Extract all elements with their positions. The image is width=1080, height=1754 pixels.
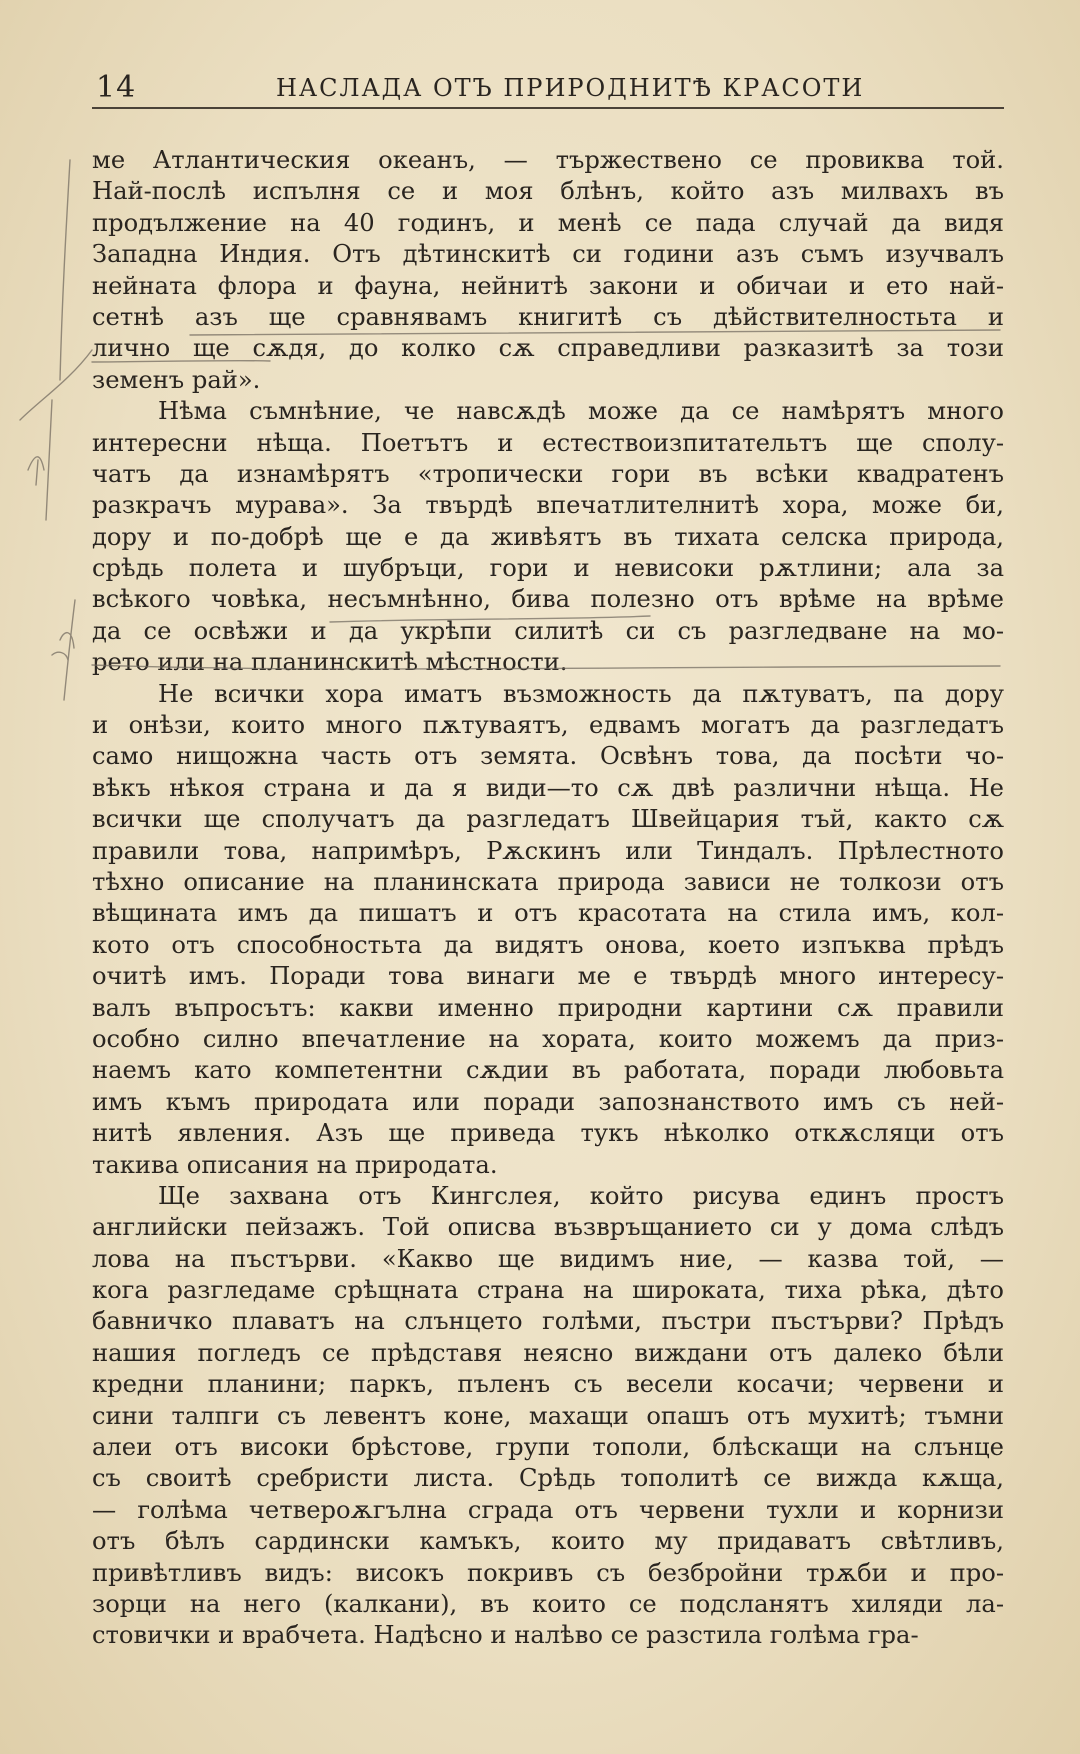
text-line: — голѣма четвероѫгълна сграда отъ червени тухли и корнизи bbox=[92, 1495, 1004, 1524]
text-line: сетнѣ азъ ще сравнявамъ книгитѣ съ дѣйствителностьта и bbox=[92, 302, 1004, 331]
pencil-margin-mark bbox=[28, 457, 44, 485]
text-line: Най-послѣ испълня се и моя блѣнъ, който азъ милвахъ въ bbox=[92, 177, 1004, 206]
text-line: особно силно впечатление на хората, които можемъ да приз- bbox=[92, 1024, 1004, 1053]
text-line: сини талпги съ левентъ коне, махащи опашъ отъ мухитѣ; тъмни bbox=[92, 1401, 1004, 1430]
text-line: правили това, напримѣръ, Рѫскинъ или Тиндалъ. Прѣлестното bbox=[92, 836, 1004, 865]
text-line: имъ къмъ природата или поради запознанството имъ съ ней- bbox=[92, 1087, 1004, 1116]
text-line: вѣкъ нѣкоя страна и да я види—то сѫ двѣ различни нѣща. Не bbox=[92, 773, 1004, 802]
text-line: срѣдь полета и шубръци, гори и невисоки рѫтлини; ала за bbox=[92, 554, 1004, 583]
pencil-margin-mark bbox=[52, 633, 74, 660]
text-line: продължение на 40 годинъ, и менѣ се пада случай да видя bbox=[92, 208, 1004, 237]
text-line: кога разгледаме срѣщната страна на широката, тиха рѣка, дѣто bbox=[92, 1276, 1004, 1305]
page-header bbox=[96, 70, 1006, 110]
text-line: Ще захвана отъ Кингслея, който рисува единъ простъ bbox=[158, 1181, 1004, 1210]
text-line: отъ бѣлъ сардински камъкъ, които му придаватъ свѣтливъ, bbox=[92, 1527, 1004, 1556]
text-line: и онѣзи, които много пѫтуваятъ, едвамъ могатъ да разгледатъ bbox=[92, 711, 1004, 740]
text-line: наемъ като компетентни сѫдии въ работата, поради любовьта bbox=[92, 1056, 1004, 1085]
text-line: тѣхно описание на планинската природа зависи не толкози отъ bbox=[92, 867, 1004, 896]
pencil-margin-line bbox=[46, 400, 52, 520]
text-line: всѣкого човѣка, несъмнѣнно, бива полезно отъ врѣме на врѣме bbox=[92, 585, 1004, 614]
text-line: земенъ рай». bbox=[92, 365, 261, 394]
body-text bbox=[92, 145, 1004, 1652]
text-line: очитѣ имъ. Поради това винаги ме е твърдѣ много интересу- bbox=[92, 962, 1004, 991]
text-line: кредни планини; паркъ, пъленъ съ весели косачи; червени и bbox=[92, 1370, 1004, 1399]
pencil-margin-line bbox=[64, 600, 75, 700]
text-line: всички ще сполучатъ да разгледатъ Швейцария тъй, както сѫ bbox=[92, 805, 1004, 834]
paragraph bbox=[92, 145, 1004, 396]
text-line: английски пейзажъ. Той описва възвръщанието си у дома слѣдъ bbox=[92, 1213, 1004, 1242]
text-line: нейната флора и фауна, нейнитѣ закони и обичаи и ето най- bbox=[92, 271, 1004, 300]
paragraph bbox=[92, 1181, 1004, 1652]
text-line: вѣщината имъ да пишатъ и отъ красотата на стила имъ, кол- bbox=[92, 899, 1004, 928]
text-line: ме Атлантическия океанъ, — тържествено се провиква той. bbox=[92, 146, 1004, 174]
text-line: интересни нѣща. Поетътъ и естествоизпитательтъ ще сполу- bbox=[92, 428, 1004, 457]
text-line: алеи отъ високи брѣстове, групи тополи, блѣскащи на слънце bbox=[92, 1433, 1004, 1462]
text-line: лично ще сѫдя, до колко сѫ справедливи разказитѣ за този bbox=[92, 334, 1004, 363]
page-number: 14 bbox=[96, 70, 137, 105]
text-line: Западна Индия. Отъ дѣтинскитѣ си години азъ съмъ изучвалъ bbox=[92, 240, 1004, 269]
text-line: лова на пъстърви. «Какво ще видимъ ние, — казва той, — bbox=[92, 1244, 1004, 1273]
text-line: зорци на него (калкани), въ които се подсланятъ хиляди ла- bbox=[92, 1589, 1004, 1618]
text-line: нитѣ явления. Азъ ще приведа тукъ нѣколко откѫсляци отъ bbox=[92, 1119, 1004, 1148]
text-line: разкрачъ мурава». За твърдѣ впечатлителнитѣ хора, може би, bbox=[92, 491, 1004, 520]
running-title: НАСЛАДА ОТЪ ПРИРОДНИТѢ КРАСОТИ bbox=[276, 74, 865, 102]
paragraph bbox=[92, 396, 1004, 679]
text-line: само нищожна часть отъ земята. Освѣнъ това, да посѣти чо- bbox=[92, 742, 1004, 771]
pencil-bracket bbox=[20, 350, 92, 420]
text-line: да се освѣжи и да укрѣпи силитѣ си съ разгледване на мо- bbox=[92, 616, 1004, 645]
text-line: такива описания на природата. bbox=[92, 1150, 498, 1179]
text-line: съ своитѣ сребристи листа. Срѣдь тополитѣ се вижда кѫща, bbox=[92, 1464, 1004, 1493]
text-line: дору и по-добрѣ ще е да живѣятъ въ тихата селска природа, bbox=[92, 522, 1004, 551]
text-line: стовички и врабчета. Надѣсно и налѣво се разстила голѣма гра- bbox=[92, 1621, 919, 1650]
text-line: рето или на планинскитѣ мѣстности. bbox=[92, 648, 568, 677]
text-line: нашия погледъ се прѣдставя неясно виждани отъ далеко бѣли bbox=[92, 1338, 1004, 1367]
text-line: бавничко плаватъ на слънцето голѣми, пъстри пъстърви? Прѣдъ bbox=[92, 1307, 1004, 1336]
pencil-margin-line bbox=[60, 160, 70, 380]
header-rule bbox=[92, 107, 1004, 109]
text-line: привѣтливъ видъ: високъ покривъ съ безбройни трѫби и про- bbox=[92, 1558, 1004, 1587]
text-line: Не всички хора иматъ възможность да пѫтуватъ, па дору bbox=[158, 679, 1004, 708]
text-line: Нѣма съмнѣние, че навсѫдѣ може да се намѣрятъ много bbox=[158, 397, 1004, 426]
text-line: валъ въпросътъ: какви именно природни картини сѫ правили bbox=[92, 993, 1004, 1022]
text-line: чатъ да изнамѣрятъ «тропически гори въ всѣки квадратенъ bbox=[92, 459, 1004, 488]
text-line: кото отъ способностьта да видятъ онова, което изпъква прѣдъ bbox=[92, 930, 1004, 959]
paragraph bbox=[92, 679, 1004, 1181]
